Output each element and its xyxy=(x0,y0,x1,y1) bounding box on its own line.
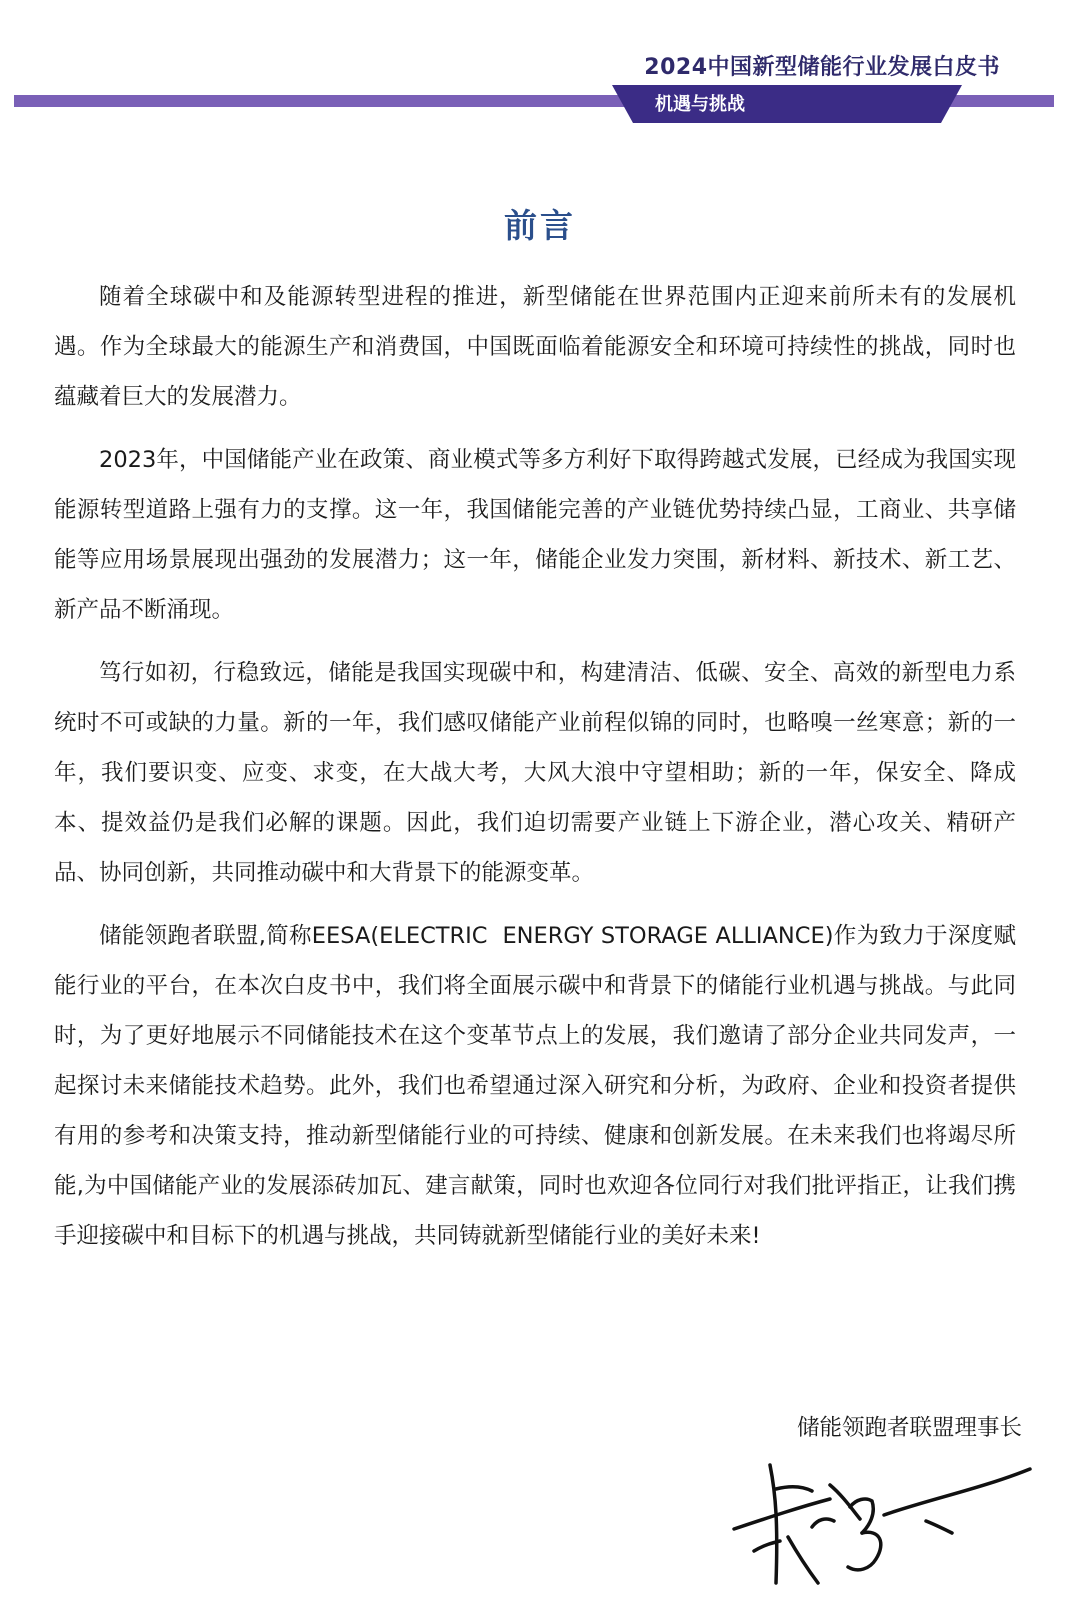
preface-body xyxy=(54,272,1016,1274)
signoff: 储能领跑者联盟理事长 xyxy=(796,1415,1022,1441)
paragraph: 笃行如初，行稳致远，储能是我国实现碳中和，构建清洁、低碳、安全、高效的新型电力系统时不可或缺的力量。新的一年，我们感叹储能产业前程似锦的同时，也略嗅一丝寒意；新的一年，我们要识变、应变、求变，在大战大考，大风大浪中守望相助；新的一年，保安全、降成本、提效益仍是我们必解的课题。因此，我们迫切需要产业链上下游企业，潜心攻关、精研产品、协同创新，共同推动碳中和大背景下的能源变革。 xyxy=(54,660,1016,886)
header-subtitle: 机遇与挑战 xyxy=(655,94,745,115)
handwritten-signature xyxy=(730,1455,1040,1605)
document-header-title: 2024中国新型储能行业发展白皮书 xyxy=(644,55,1000,80)
paragraph: 随着全球碳中和及能源转型进程的推进，新型储能在世界范围内正迎来前所未有的发展机遇。作为全球最大的能源生产和消费国，中国既面临着能源安全和环境可持续性的挑战，同时也蕴藏着巨大的发展潜力。 xyxy=(54,284,1016,410)
paragraph: 2023年，中国储能产业在政策、商业模式等多方利好下取得跨越式发展，已经成为我国实现能源转型道路上强有力的支撑。这一年，我国储能完善的产业链优势持续凸显，工商业、共享储能等应用场景展现出强劲的发展潜力；这一年，储能企业发力突围，新材料、新技术、新工艺、新产品不断涌现。 xyxy=(54,447,1016,623)
preface-heading: 前言 xyxy=(504,206,576,245)
paragraph: 储能领跑者联盟,简称EESA(ELECTRIC ENERGY STORAGE ALLIANCE)作为致力于深度赋能行业的平台，在本次白皮书中，我们将全面展示碳中和背景下的储能行业机遇与挑战。与此同时，为了更好地展示不同储能技术在这个变革节点上的发展，我们邀请了部分企业共同发声，一起探讨未来储能技术趋势。此外，我们也希望通过深入研究和分析，为政府、企业和投资者提供有用的参考和决策支持，推动新型储能行业的可持续、健康和创新发展。在未来我们也将竭尽所能,为中国储能产业的发展添砖加瓦、建言献策，同时也欢迎各位同行对我们批评指正，让我们携手迎接碳中和目标下的机遇与挑战，共同铸就新型储能行业的美好未来! xyxy=(54,923,1016,1249)
